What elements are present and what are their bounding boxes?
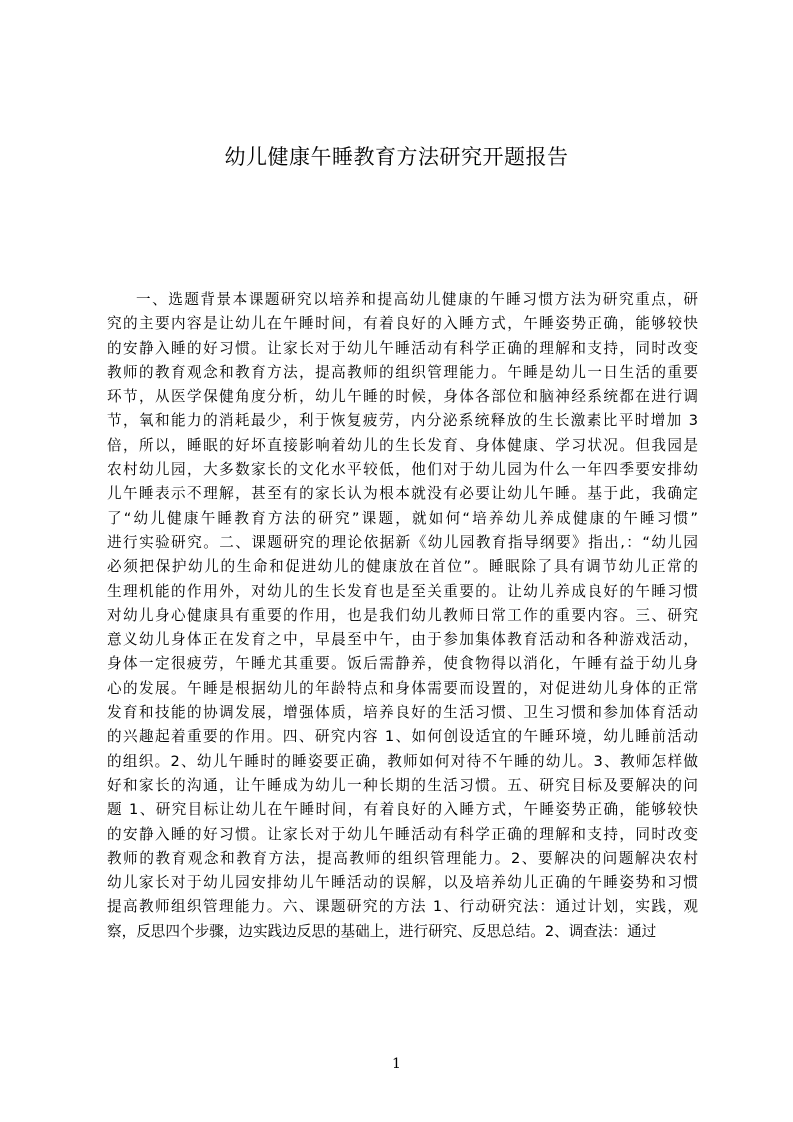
body-line: 儿午睡表示不理解，甚至有的家长认为根本就没有必要让幼儿午睡。基于此，我确定 [107,485,698,503]
body-line: 生理机能的作用外，对幼儿的生长发育也是至关重要的。让幼儿养成良好的午睡习惯 [107,582,698,600]
body-line: 了“幼儿健康午睡教育方法的研究”课题，就如何“培养幼儿养成健康的午睡习惯” [107,509,698,527]
document-title: 幼儿健康午睡教育方法研究开题报告 [224,145,569,169]
body-line: 究的主要内容是让幼儿在午睡时间，有着良好的入睡方式，午睡姿势正确，能够较快 [107,315,698,333]
body-line: 题 1、研究目标让幼儿在午睡时间，有着良好的入睡方式，午睡姿势正确，能够较快 [107,801,698,819]
body-line: 倍，所以，睡眠的好坏直接影响着幼儿的生长发育、身体健康、学习状况。但我园是 [107,436,698,454]
body-line: 察，反思四个步骤，边实践边反思的基础上，进行研究、反思总结。2、调查法：通过 [107,922,657,940]
body-line: 一、选题背景本课题研究以培养和提高幼儿健康的午睡习惯方法为研究重点，研 [136,291,698,308]
page-number: 1 [392,1056,401,1072]
body-line: 教师的教育观念和教育方法，提高教师的组织管理能力。午睡是幼儿一日生活的重要 [107,363,698,381]
body-line: 进行实验研究。二、课题研究的理论依据新《幼儿园教育指导纲要》指出,：“幼儿园 [107,533,698,551]
body-line: 节，氧和能力的消耗最少，利于恢复疲劳，内分泌系统释放的生长激素比平时增加 3 [107,412,698,430]
body-line: 心的发展。午睡是根据幼儿的年龄特点和身体需要而设置的，对促进幼儿身体的正常 [107,679,698,697]
body-text [107,288,698,1008]
body-line: 的组织。2、幼儿午睡时的睡姿要正确，教师如何对待不午睡的幼儿。3、教师怎样做 [107,752,698,770]
body-line: 幼儿家长对于幼儿园安排幼儿午睡活动的误解，以及培养幼儿正确的午睡姿势和习惯 [107,874,698,892]
body-line: 身体一定很疲劳，午睡尤其重要。饭后需静养，使食物得以消化，午睡有益于幼儿身 [107,655,698,673]
body-line: 意义幼儿身体正在发育之中，早晨至中午，由于参加集体教育活动和各种游戏活动， [107,631,698,649]
body-line: 发育和技能的协调发展，增强体质，培养良好的生活习惯、卫生习惯和参加体育活动 [107,704,698,722]
body-line: 好和家长的沟通，让午睡成为幼儿一种长期的生活习惯。五、研究目标及要解决的问 [107,776,698,794]
body-line: 的兴趣起着重要的作用。四、研究内容 1、如何创设适宜的午睡环境，幼儿睡前活动 [107,728,698,746]
body-line: 对幼儿身心健康具有重要的作用，也是我们幼儿教师日常工作的重要内容。三、研究 [107,606,698,624]
body-line: 的安静入睡的好习惯。让家长对于幼儿午睡活动有科学正确的理解和支持，同时改变 [107,825,698,843]
body-line: 教师的教育观念和教育方法，提高教师的组织管理能力。2、要解决的问题解决农村 [107,849,698,867]
body-line: 农村幼儿园，大多数家长的文化水平较低，他们对于幼儿园为什么一年四季要安排幼 [107,461,698,479]
body-line: 必须把保护幼儿的生命和促进幼儿的健康放在首位”。睡眠除了具有调节幼儿正常的 [107,558,698,576]
body-line: 的安静入睡的好习惯。让家长对于幼儿午睡活动有科学正确的理解和支持，同时改变 [107,339,698,357]
body-line: 提高教师组织管理能力。六、课题研究的方法 1、行动研究法：通过计划，实践，观 [107,898,698,916]
body-line: 环节，从医学保健角度分析，幼儿午睡的时候，身体各部位和脑神经系统都在进行调 [107,388,698,406]
